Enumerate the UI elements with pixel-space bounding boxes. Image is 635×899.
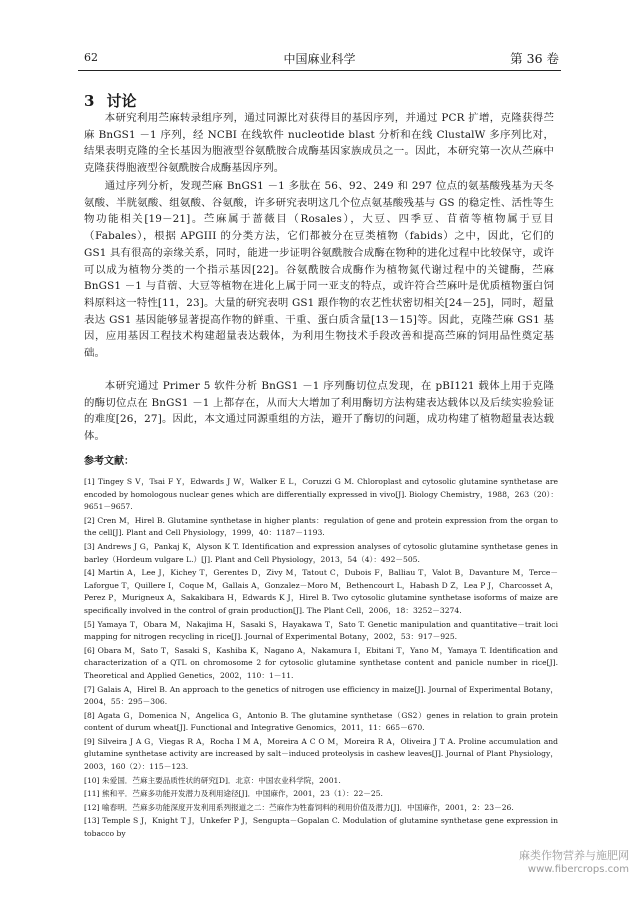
reference-item: [9] Silveira J A G，Viegas R A，Rocha I M A，Moreira A C O M，Moreira R A，Oliveira J T A. Proline accumulation and glutamine synthetase activity are increased by salt－induced proteolysis in cashew leaves[J]. Journal of Plant Physiology，2003，160（2）：115－123. (84, 736, 558, 772)
journal-title: 中国麻业科学 (283, 52, 356, 66)
watermark (519, 849, 629, 877)
reference-item: [6] Obara M，Sato T，Sasaki S，Kashiba K，Nagano A，Nakamura I，Ebitani T，Yano M，Yamaya T. Identification and characterization of a QTL on chromosome 2 for cytosolic glutamine synthetase content and panicle number in rice[J]. Theoretical and Applied Genetics，2002，110：1－11. (84, 645, 558, 680)
section-heading (84, 90, 136, 111)
paragraph-1: 本研究利用苎麻转录组序列，通过同源比对获得目的基因序列，并通过 PCR 扩增，克隆获得苎麻 BnGS1 －1 序列，经 NCBI 在线软件 nucleotide blast 分析和在线 ClustalW 多序列比对，结果表明克隆的全长基因为胞液型谷氨酰胺合成酶基因家族成员之一。因此，本研究第一次从苎麻中克隆获得胞液型谷氨酰胺合成酶基因序列。 (84, 112, 554, 175)
references-title: 参考文献： (84, 456, 134, 467)
reference-item: [2] Cren M，Hirel B. Glutamine synthetase in higher plants：regulation of gene and protein expression from the organ to the cell[J]. Plant and Cell Physiology，1999，40：1187－1193. (84, 515, 558, 538)
page-number: 62 (84, 51, 98, 64)
reference-item: [1] Tingey S V，Tsai F Y，Edwards J W，Walker E L，Coruzzi G M. Chloroplast and cytosolic glutamine synthetase are encoded by homologous nuclear genes which are differentially expressed in vivo[J]. Biology Chemistry，1988，263（20）：9651－9657. (84, 477, 558, 512)
reference-item: [3] Andrews J G，Pankaj K，Alyson K T. Identification and expression analyses of cytosolic glutamine synthetase genes in barley（Hordeum vulgare L.）[J]. Plant and Cell Physiology，2013，54（4）：492－505. (84, 541, 558, 564)
paragraph-2: 通过序列分析，发现苎麻 BnGS1 －1 多肽在 56、92、249 和 297 位点的氨基酸残基为天冬氨酸、半胱氨酸、组氨酸、谷氨酸，许多研究表明这几个位点氨基酸残基与 GS 的稳定性、活性等生物功能相关[19－21]。苎麻属于蔷薇目（Rosales），大豆、四季豆、苜蓿等植物属于豆目（Fabales），根据 APGIII 的分类方法，它们都被分在豆类植物（fabids）之中，因此，它们的 GS1 具有很高的亲缘关系，同时，能进一步证明谷氨酰胺合成酶在物种的进化过程中比较保守，或许可以成为植物分类的一个指示基因[22]。谷氨酰胺合成酶作为植物氮代谢过程中的关键酶，苎麻 BnGS1 －1 与苜蓿、大豆等植物在进化上属于同一亚支的特点，或许符合苎麻叶是优质植物蛋白饲料原料这一特性[11，23]。大量的研究表明 GS1 跟作物的农艺性状密切相关[24－25]，同时，超量表达 GS1 基因能够显著提高作物的鲜重、干重、蛋白质含量[13－15]等。因此，克隆苎麻 GS1 基因，应用基因工程技术构建超量表达载体，为利用生物技术手段改善和提高苎麻的饲用品性奠定基础。 (84, 180, 554, 360)
reference-item: [5] Yamaya T，Obara M，Nakajima H，Sasaki S，Hayakawa T，Sato T. Genetic manipulation and quantitative－trait loci mapping for nitrogen recycling in rice[J]. Journal of Experimental Botany，2002，53：917－925. (84, 619, 558, 642)
watermark-text: 麻类作物营养与施肥网 (519, 849, 629, 862)
section-number: 3 (84, 92, 95, 110)
volume-label: 第 36 卷 (510, 51, 559, 66)
watermark-url: www.fibercrops.com (527, 864, 629, 875)
section-title: 讨论 (106, 92, 137, 110)
reference-list (84, 476, 558, 842)
reference-item: [10] 朱爱国．苎麻主要品质性状的研究[D]．北京：中国农业科学院，2001. (84, 775, 341, 785)
reference-item: [12] 喻春明．苎麻多功能深度开发利用系列报道之二：苎麻作为牲畜饲料的利用价值及潜力[J]．中国麻作，2001，2：23－26. (84, 802, 514, 812)
reference-item: [11] 熊和平．苎麻多功能开发潜力及利用途径[J]．中国麻作，2001，23（1）：22－25. (84, 789, 383, 799)
reference-item: [13] Temple S J，Knight T J，Unkefer P J，Sengupta－Gopalan C. Modulation of glutamine synthetase gene expression in tobacco by (84, 816, 558, 839)
paragraph-3: 本研究通过 Primer 5 软件分析 BnGS1 －1 序列酶切位点发现，在 pBI121 载体上用于克隆的酶切位点在 BnGS1 －1 上都存在，从而大大增加了利用酶切方法构建表达载体以及后续实验验证的难度[26，27]。因此，本文通过同源重组的方法，避开了酶切的问题，成功构建了植物超量表达载体。 (84, 380, 554, 443)
reference-item: [4] Martin A，Lee J，Kichey T，Gerentes D，Zivy M，Tatout C，Dubois F，Balliau T，Valot B，Davanture M，Terce－Laforgue T，Quillere I，Coque M，Gallais A，Gonzalez－Moro M，Bethencourt L，Habash D Z，Lea P J，Charcosset A，Perez P，Murigneux A，Sakakibara H，Edwards K J，Hirel B. Two cytosolic glutamine synthetase isoforms of maize are specifically involved in the control of grain production[J]. The Plant Cell，2006，18：3252－3274. (84, 568, 558, 615)
reference-item: [7] Galais A，Hirel B. An approach to the genetics of nitrogen use efficiency in maize[J]. Journal of Experimental Botany，2004，55：295－306. (84, 684, 558, 707)
reference-item: [8] Agata G，Domenica N，Angelica G，Antonio B. The glutamine synthetase（GS2）genes in relation to grain protein content of durum wheat[J]. Functional and Integrative Genomics，2011，11：665－670. (84, 710, 558, 733)
page-header (78, 48, 561, 71)
